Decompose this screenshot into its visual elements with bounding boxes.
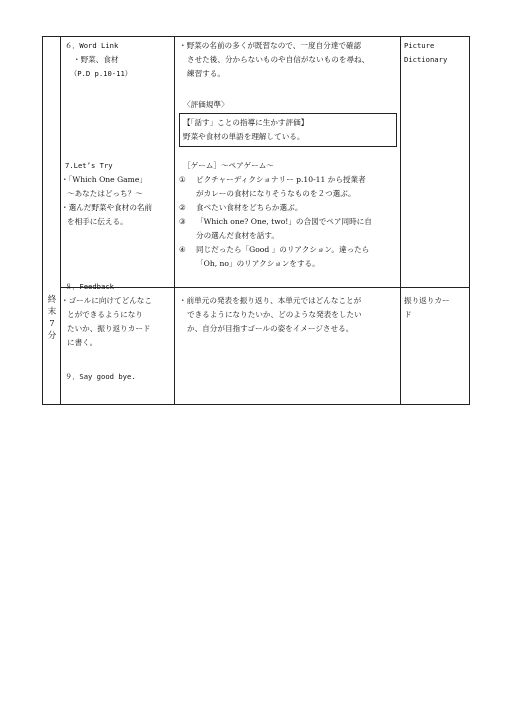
lesson-plan-table	[42, 36, 470, 405]
evaluation-box	[179, 113, 397, 147]
note-text: ・野菜の名前の多くが既習なので、一度自分達で確認	[179, 41, 362, 50]
activity-8-title: ８．Feedback	[65, 282, 114, 291]
phase-label	[45, 294, 59, 342]
activity-7-desc: ・選んだ野菜や食材の名前	[61, 203, 153, 212]
column-divider	[60, 37, 61, 404]
activity-6-ref: （P.D p.10-11）	[70, 69, 132, 78]
evaluation-heading: 〈評価規準〉	[183, 100, 229, 109]
step-number: ①	[179, 175, 186, 184]
material-item: Picture	[404, 41, 435, 50]
note-text: 練習する。	[187, 69, 225, 78]
activity-7-game-sub: 〜あなたはどっち？〜	[67, 189, 143, 198]
step-text: 「Oh, no」のリアクションをする。	[196, 259, 320, 268]
activity-9-title: ９．Say good bye.	[65, 372, 136, 381]
game-heading: ［ゲーム］〜ペアゲーム〜	[183, 161, 274, 170]
row-divider	[60, 287, 469, 288]
feedback-note: か、自分が目指すゴールの姿をイメージさせる。	[187, 324, 354, 333]
material-item: ド	[404, 310, 412, 319]
material-item: Dictionary	[404, 55, 448, 64]
phase-label-char: 末	[47, 307, 57, 317]
activity-6-title: ６．Word Link	[65, 41, 119, 50]
activity-7-title: 7.Let’s Try	[65, 161, 113, 170]
step-text: 「Which one? One, two!」の合図でペア同時に自	[196, 217, 372, 226]
phase-label-char: 終	[47, 295, 57, 305]
step-text: 分の選んだ食材を話す。	[196, 231, 279, 240]
activity-8-text: とができるようになり	[67, 310, 143, 319]
step-text: ピクチャーディクショナリー p.10-11 から授業者	[196, 175, 366, 184]
evaluation-text: 野菜や食材の単語を理解している。	[183, 132, 305, 141]
material-item: 振り返りカー	[404, 296, 450, 305]
activity-8-text: ・ゴールに向けてどんなこ	[61, 296, 152, 305]
step-number: ④	[179, 245, 186, 254]
column-divider	[400, 37, 401, 404]
step-text: 同じだったら「Good 」のリアクション。違ったら	[196, 245, 370, 254]
evaluation-title: 【「話す」ことの指導に生かす評価】	[183, 118, 309, 127]
step-text: 食べたい食材をどちらか選ぶ。	[196, 203, 303, 212]
step-number: ③	[179, 217, 186, 226]
feedback-note: ・前単元の発表を振り返り、本単元ではどんなことが	[179, 296, 362, 305]
activity-7-desc: を相手に伝える。	[67, 217, 128, 226]
phase-label-char: 分	[47, 331, 57, 341]
step-number: ②	[179, 203, 186, 212]
phase-label-char: 7	[49, 319, 55, 329]
feedback-note: できるようになりたいか、どのような発表をしたい	[187, 310, 362, 319]
note-text: させた後、分からないものや自信がないものを尋ね、	[187, 55, 370, 64]
activity-6-sub: ・野菜、食材	[73, 55, 119, 64]
activity-7-game: ・「Which One Game」	[61, 175, 147, 184]
step-text: がカレーの食材になりそうなものを２つ選ぶ。	[196, 189, 356, 198]
activity-8-text: に書く。	[67, 338, 98, 347]
activity-8-text: たいか、振り返りカード	[67, 324, 151, 333]
column-divider	[174, 37, 175, 404]
